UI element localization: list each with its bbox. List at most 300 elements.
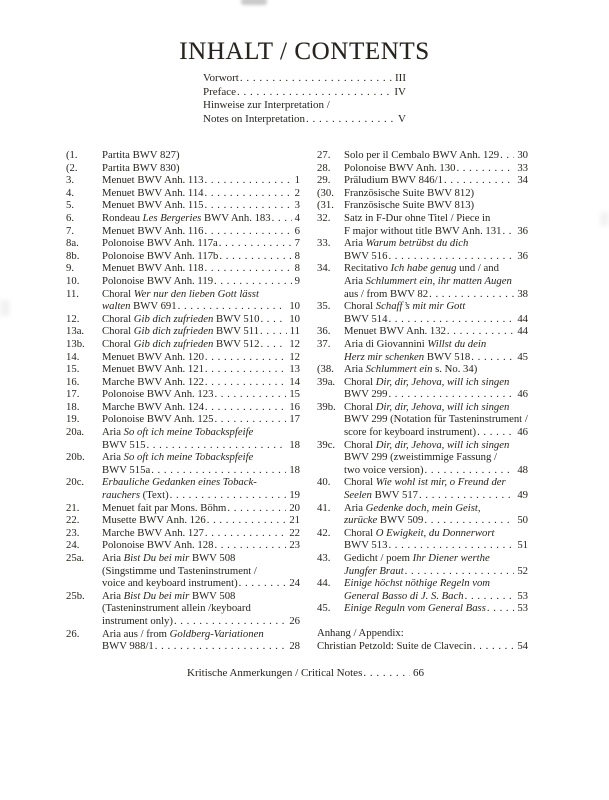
- entry-text: [344, 439, 509, 452]
- toc-line: [344, 351, 528, 364]
- entry-number: 13a.: [66, 325, 85, 338]
- entry-lines: [102, 262, 300, 275]
- entry-text: [344, 565, 404, 578]
- entry-number: 19.: [66, 413, 80, 426]
- entry-text: [102, 489, 169, 502]
- dot-leader: [477, 426, 514, 439]
- entry-text: [344, 401, 509, 414]
- toc-line: [344, 174, 528, 187]
- entry-lines: [102, 162, 300, 175]
- entry-text: [344, 489, 418, 502]
- entry-number: 4.: [66, 186, 75, 199]
- toc-line: [102, 577, 300, 590]
- entry-title-italic: rauchers: [102, 489, 140, 502]
- dot-leader: [205, 262, 292, 275]
- entry-text-part: Französische Suite BWV 813): [344, 199, 475, 212]
- entry-lines: [344, 187, 528, 200]
- entry-title-italic: So oft ich meine Tobackspfeife: [123, 451, 254, 464]
- dot-leader: [155, 640, 287, 653]
- entry-text-part: BWV 299 (zweistimmige Fassung /: [344, 451, 497, 464]
- entry-lines: [344, 552, 528, 577]
- entry-number: 39b.: [317, 400, 336, 413]
- scan-artifact: [600, 212, 609, 226]
- entry-lines: [102, 351, 300, 364]
- toc-line: [102, 476, 300, 489]
- toc-line: [344, 489, 528, 502]
- entry-lines: [102, 376, 300, 389]
- dot-leader: [219, 237, 292, 250]
- toc-line: [344, 162, 528, 175]
- entry-text: [102, 376, 204, 389]
- entry-lines: [102, 187, 300, 200]
- dot-leader: [239, 577, 287, 590]
- toc-entry: [66, 426, 300, 451]
- toc-entry: [66, 351, 300, 364]
- toc-entry: [317, 162, 528, 175]
- page-number: 14: [289, 375, 300, 388]
- critical-notes-label: Kritische Anmerkungen / Critical Notes: [187, 667, 363, 679]
- page-number: 8: [294, 262, 300, 275]
- toc-line: [102, 300, 300, 313]
- page-number: 38: [517, 287, 528, 300]
- entry-lines: [102, 313, 300, 326]
- entry-number: 44.: [317, 577, 331, 590]
- entry-text-part: BWV 512: [213, 337, 260, 350]
- entry-lines: [102, 388, 300, 401]
- dot-leader: [205, 401, 286, 414]
- entry-lines: [102, 628, 300, 653]
- entry-text: [344, 514, 423, 527]
- toc-line: [344, 262, 528, 275]
- toc-line: [102, 250, 300, 263]
- entry-text: [344, 451, 497, 464]
- entry-number: (30.: [317, 186, 334, 199]
- appendix-block: [317, 627, 528, 652]
- entry-number: 18.: [66, 400, 80, 413]
- toc-entry: [66, 590, 300, 628]
- toc-entry: [66, 363, 300, 376]
- page-number: 28: [289, 640, 300, 653]
- entry-text-part: s. No. 34): [432, 363, 478, 376]
- toc-entry: [317, 502, 528, 527]
- toc-entry: [66, 502, 300, 515]
- entry-number: 34.: [317, 262, 331, 275]
- entry-text: [344, 225, 501, 238]
- entry-text: [344, 149, 499, 162]
- toc-entry: [66, 376, 300, 389]
- entry-text: [344, 539, 387, 552]
- entry-text-part: BWV 514: [344, 312, 388, 325]
- entry-number: 12.: [66, 312, 80, 325]
- page-number: 51: [517, 539, 528, 552]
- page-number: 4: [294, 211, 300, 224]
- toc-line: [102, 451, 300, 464]
- entry-text-part: Marche BWV Anh. 127: [102, 526, 204, 539]
- dot-leader: [471, 351, 514, 364]
- toc-entry: [66, 514, 300, 527]
- toc-line: [344, 539, 528, 552]
- toc-entry: [66, 174, 300, 187]
- entry-number: 16.: [66, 375, 80, 388]
- entry-lines: [102, 288, 300, 313]
- dot-leader: [425, 464, 515, 477]
- entry-number: 40.: [317, 476, 331, 489]
- toc-line: [102, 413, 300, 426]
- toc-entry: [66, 212, 300, 225]
- dot-leader: [444, 174, 514, 187]
- entry-title-italic: General Basso di J. S. Bach: [344, 589, 464, 602]
- page-number: 46: [517, 426, 528, 439]
- dot-leader: [205, 199, 292, 212]
- entry-lines: [102, 225, 300, 238]
- entry-lines: [344, 527, 528, 552]
- page-number: 18: [289, 438, 300, 451]
- toc-line: [102, 199, 300, 212]
- entry-lines: [344, 502, 528, 527]
- entry-text: [102, 149, 180, 162]
- frontmatter-text: Vorwort: [203, 72, 239, 84]
- entry-text: [102, 174, 204, 187]
- entry-text-part: BWV 518: [424, 350, 471, 363]
- entry-title-italic: Dir, dir, Jehova, will ich singen: [375, 375, 510, 388]
- entry-number: 25a.: [66, 552, 85, 564]
- toc-line: [102, 590, 300, 603]
- frontmatter-line: [203, 86, 406, 100]
- entry-lines: [344, 577, 528, 602]
- entry-title-italic: zurücke: [344, 514, 378, 527]
- entry-text-part: Menuet BWV Anh. 115: [102, 199, 204, 212]
- entry-number: 8a.: [66, 237, 79, 250]
- entry-text: [102, 288, 259, 301]
- entry-lines: [344, 439, 528, 477]
- toc-entry: [66, 527, 300, 540]
- entry-number: 43.: [317, 552, 331, 564]
- toc-line: [317, 640, 528, 653]
- entry-lines: [102, 338, 300, 351]
- critical-notes-page-number: 66: [413, 667, 424, 679]
- entry-text-part: Choral: [344, 375, 376, 388]
- entry-text: [102, 552, 235, 565]
- dot-leader: [272, 212, 292, 225]
- toc-entry: [66, 250, 300, 263]
- entry-number: 3.: [66, 174, 75, 187]
- toc-line: [344, 426, 528, 439]
- entry-text: [102, 527, 204, 540]
- entry-lines: [344, 602, 528, 615]
- entry-text-part: Choral: [344, 300, 376, 313]
- toc-line: [344, 439, 528, 452]
- page-number: 53: [517, 602, 528, 615]
- toc-line: [344, 376, 528, 389]
- dot-leader: [388, 539, 514, 552]
- entry-title-italic: Herz mir schenken: [344, 350, 425, 363]
- entry-text: [102, 313, 259, 326]
- entry-text: [344, 162, 455, 175]
- dot-leader: [260, 313, 286, 326]
- entry-text: [344, 237, 468, 250]
- entry-text-part: (Tasteninstrument allein /keyboard: [102, 602, 251, 615]
- entry-lines: [102, 325, 300, 338]
- toc-line: [344, 401, 528, 414]
- entry-text-part: Menuet BWV Anh. 113: [102, 174, 204, 187]
- page-number: 6: [294, 224, 300, 237]
- entry-text-part: BWV 509: [377, 514, 424, 527]
- dot-leader: [170, 489, 287, 502]
- toc-entry: [66, 187, 300, 200]
- entry-text-part: Marche BWV Anh. 122: [102, 375, 204, 388]
- entry-number: 23.: [66, 526, 80, 539]
- entry-text: [102, 602, 251, 615]
- entry-text: [102, 577, 238, 590]
- entry-number: 6.: [66, 211, 75, 224]
- entry-text: [102, 250, 218, 263]
- toc-line: [102, 212, 300, 225]
- entry-number: 33.: [317, 237, 331, 250]
- entry-title-italic: Ihr Diener werthe: [412, 552, 490, 564]
- entry-text-part: Choral: [102, 337, 134, 350]
- entry-number: 22.: [66, 514, 80, 527]
- toc-line: [344, 451, 528, 464]
- toc-column-left: [66, 149, 300, 653]
- entry-text-part: Französische Suite BWV 812): [344, 186, 475, 199]
- page-number: IV: [394, 85, 406, 98]
- frontmatter-text: Hinweise zur Interpretation /: [203, 99, 330, 112]
- entry-text-part: Polonoise BWV Anh. 123: [102, 388, 214, 401]
- entry-text: [102, 451, 253, 464]
- toc-line: [102, 313, 300, 326]
- toc-entry: [317, 376, 528, 401]
- dot-leader: [178, 300, 287, 313]
- entry-text: [344, 388, 387, 401]
- toc-line: [344, 476, 528, 489]
- entry-text: [102, 401, 204, 414]
- entry-text-part: Polonoise BWV Anh. 117a: [102, 237, 218, 250]
- dot-leader: [205, 187, 292, 200]
- toc-line: [344, 388, 528, 401]
- entry-text: [102, 338, 259, 351]
- entry-text-part: two voice version): [344, 463, 424, 476]
- page-number: 44: [517, 312, 528, 325]
- toc-entry: [317, 439, 528, 477]
- entry-lines: [344, 199, 528, 212]
- page-number: 34: [517, 174, 528, 187]
- entry-text-part: Polonoise BWV Anh. 119: [102, 274, 214, 287]
- entry-title-italic: walten: [102, 300, 131, 313]
- entry-text-part: Menuet BWV Anh. 120: [102, 350, 204, 363]
- dot-leader: [465, 590, 515, 603]
- entry-lines: [102, 149, 300, 162]
- page-number: 16: [289, 400, 300, 413]
- entry-text-part: Aria: [102, 426, 124, 439]
- entry-text: [102, 212, 271, 225]
- dot-leader: [429, 288, 514, 301]
- entry-lines: [102, 199, 300, 212]
- toc-line: [344, 300, 528, 313]
- toc-entry: [66, 539, 300, 552]
- entry-text-part: BWV 511: [213, 325, 260, 338]
- entry-text: [102, 464, 150, 477]
- dot-leader: [447, 325, 514, 338]
- toc-line: [102, 149, 300, 162]
- entry-text-part: BWV 299: [344, 388, 388, 401]
- toc-line: [344, 577, 528, 590]
- page-number: 46: [517, 388, 528, 401]
- entry-lines: [344, 325, 528, 338]
- toc-line: [344, 502, 528, 515]
- toc-line: [102, 187, 300, 200]
- entry-text-part: BWV 691: [130, 300, 177, 313]
- entry-text: [102, 351, 204, 364]
- entry-text: [102, 199, 204, 212]
- dot-leader: [214, 388, 286, 401]
- toc-line: [344, 552, 528, 565]
- entry-title-italic: Warum betrübst du dich: [365, 237, 469, 250]
- entry-number: 20a.: [66, 426, 85, 439]
- dot-leader: [456, 162, 514, 175]
- entry-text: [344, 187, 474, 200]
- scan-artifact: [241, 0, 267, 5]
- page-number: 21: [289, 514, 300, 527]
- entry-lines: [102, 401, 300, 414]
- entry-text-part: Menuet BWV Anh. 118: [102, 262, 204, 275]
- entry-text-part: BWV 515a: [102, 463, 151, 476]
- toc-entry: [317, 401, 528, 439]
- toc-line: [344, 464, 528, 477]
- toc-line: [344, 149, 528, 162]
- toc-line: [102, 225, 300, 238]
- entry-number: 42.: [317, 526, 331, 539]
- dot-leader: [388, 250, 514, 263]
- page-number: 20: [289, 501, 300, 514]
- toc-line: [344, 250, 528, 263]
- dot-leader: [260, 325, 287, 338]
- page-number: 15: [289, 388, 300, 401]
- toc-line: [344, 325, 528, 338]
- page-number: 19: [289, 489, 300, 502]
- toc-line: [344, 199, 528, 212]
- entry-text: [344, 338, 486, 351]
- toc-line: [102, 464, 300, 477]
- toc-line: [344, 212, 528, 225]
- entry-text: [102, 476, 257, 489]
- entry-number: (2.: [66, 161, 78, 174]
- entry-number: 17.: [66, 388, 80, 401]
- toc-entry: [66, 275, 300, 288]
- entry-lines: [102, 539, 300, 552]
- toc-line: [344, 514, 528, 527]
- toc-line: [344, 363, 528, 376]
- entry-text: [102, 640, 154, 653]
- entry-text: [344, 413, 528, 426]
- entry-text: [102, 187, 204, 200]
- entry-text-part: Satz in F-Dur ohne Titel / Piece in: [344, 211, 491, 224]
- entry-text-part: BWV 516: [344, 249, 388, 262]
- toc-line: [102, 376, 300, 389]
- page-number: 8: [294, 249, 300, 262]
- entry-title-italic: Ich habe genug: [390, 262, 457, 275]
- entry-text: [102, 615, 173, 628]
- entry-text-part: Aria: [102, 451, 124, 464]
- dot-leader: [205, 225, 292, 238]
- entry-title-italic: Les Bergeries: [142, 211, 202, 224]
- entry-text-part: aus / from BWV 82: [344, 287, 429, 300]
- entry-text-part: Präludium BWV 846/1: [344, 174, 443, 187]
- page-number: 49: [517, 489, 528, 502]
- entry-text-part: Choral: [344, 438, 376, 451]
- entry-title-italic: Gib dich zufrieden: [133, 312, 214, 325]
- page-number: 2: [294, 186, 300, 199]
- entry-text: [102, 590, 235, 603]
- entry-text-part: Christian Petzold: Suite de Clavecin: [317, 639, 472, 652]
- entry-text-part: Rondeau: [102, 211, 143, 224]
- entry-lines: [102, 212, 300, 225]
- entry-text-part: Solo per il Cembalo BWV Anh. 129: [344, 149, 500, 161]
- toc-entry: [66, 628, 300, 653]
- dot-leader: [205, 376, 286, 389]
- page-number: 12: [289, 337, 300, 350]
- toc-line: [102, 552, 300, 565]
- entry-number: 11.: [66, 287, 79, 300]
- toc-entry: [66, 149, 300, 162]
- entry-title-italic: Schlummert ein, ihr matten Augen: [365, 274, 512, 287]
- entry-lines: [102, 451, 300, 476]
- entry-number: 27.: [317, 149, 331, 161]
- entry-title-italic: Einige höchst nöthige Regeln vom: [344, 577, 491, 590]
- toc-entry: [66, 552, 300, 590]
- toc-column-right: [317, 149, 528, 652]
- toc-entry: [66, 338, 300, 351]
- toc-entry: [317, 527, 528, 552]
- entry-text-part: Gedicht / poem: [344, 552, 413, 564]
- toc-entry: [66, 451, 300, 476]
- entry-title-italic: Dir, dir, Jehova, will ich singen: [375, 438, 510, 451]
- toc-line: [102, 426, 300, 439]
- entry-lines: [102, 502, 300, 515]
- toc-entry: [66, 162, 300, 175]
- toc-entry: [66, 288, 300, 313]
- entry-text: [102, 363, 204, 376]
- entry-text-part: BWV 510: [213, 312, 260, 325]
- page-number: 24: [289, 577, 300, 590]
- toc-line: [102, 401, 300, 414]
- toc-line: [344, 565, 528, 578]
- toc-line: [102, 602, 300, 615]
- toc-entry: [317, 187, 528, 200]
- entry-text-part: Aria: [102, 589, 124, 602]
- page-number: 45: [517, 350, 528, 363]
- appendix-heading: [317, 627, 528, 640]
- entry-title-italic: Schlummert ein: [365, 363, 433, 376]
- entry-lines: [102, 250, 300, 263]
- entry-text: [344, 262, 499, 275]
- entry-text-part: Polonoise BWV Anh. 117b: [102, 249, 219, 262]
- entry-title-italic: Seelen: [344, 489, 372, 502]
- entry-number: 5.: [66, 199, 75, 212]
- entry-number: 35.: [317, 300, 331, 313]
- entry-text: [102, 262, 204, 275]
- entry-text: [102, 275, 213, 288]
- entry-text: [344, 250, 387, 263]
- toc-line: [102, 237, 300, 250]
- entry-text: [102, 539, 213, 552]
- page-number: 36: [517, 224, 528, 237]
- page-number: 53: [517, 589, 528, 602]
- dot-leader: [240, 72, 392, 86]
- entry-lines: [102, 590, 300, 628]
- entry-number: 25b.: [66, 589, 85, 602]
- entry-title-italic: Bist Du bei mir: [123, 552, 190, 564]
- toc-entry: [66, 262, 300, 275]
